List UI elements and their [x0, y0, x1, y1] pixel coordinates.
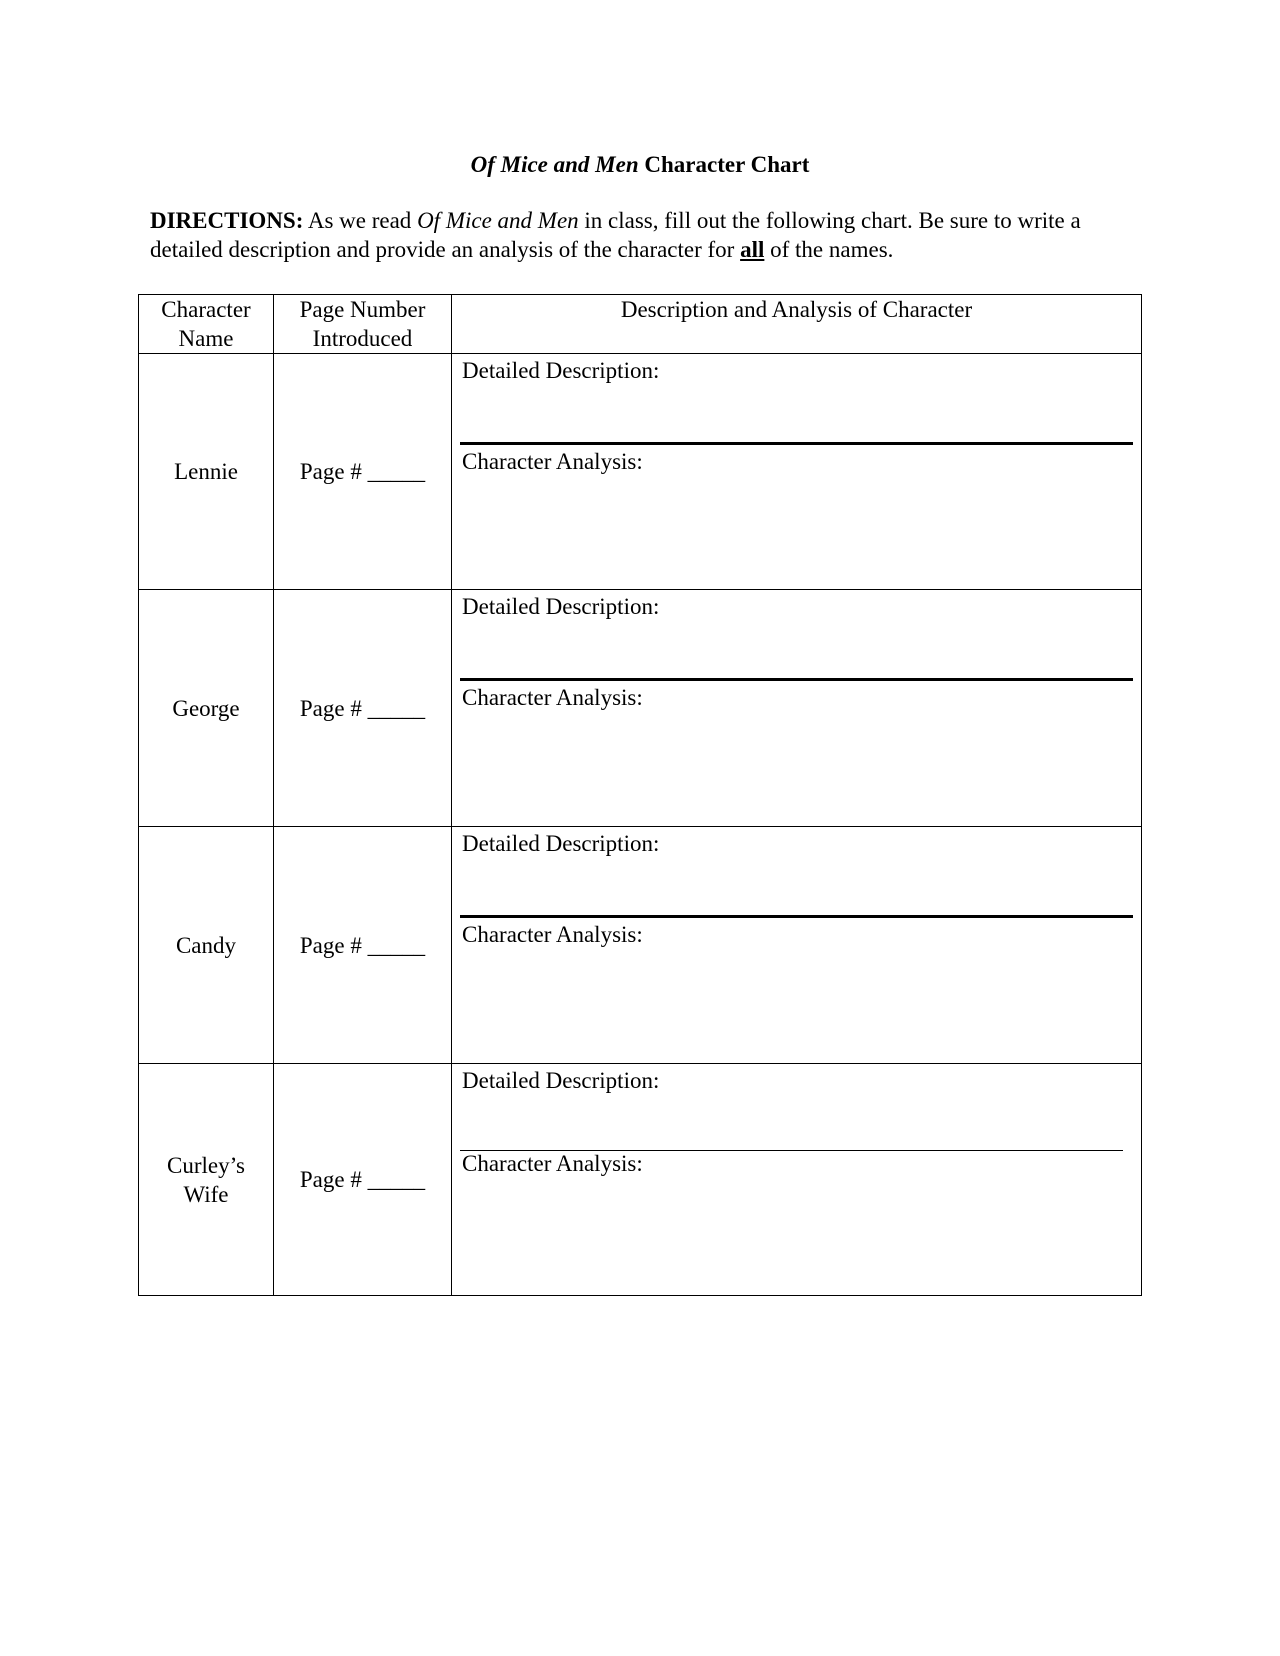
header-page-number: Page Number Introduced: [274, 295, 452, 354]
detailed-description-label: Detailed Description:: [462, 358, 660, 383]
header-description-analysis: Description and Analysis of Character: [452, 295, 1142, 354]
page-number-blank: Page # _____: [299, 1167, 426, 1192]
page-number-cell[interactable]: [274, 590, 452, 827]
page-number-blank: Page # _____: [299, 695, 426, 721]
header-row: [139, 295, 1142, 354]
character-name-cell: [139, 590, 274, 827]
page-number-cell[interactable]: [274, 827, 452, 1064]
detailed-description-label: Detailed Description:: [462, 1068, 660, 1093]
table-row: [139, 1064, 1142, 1296]
header-character-name: Character Name: [139, 295, 274, 354]
character-name-cell: [139, 827, 274, 1064]
description-analysis-cell[interactable]: [452, 1064, 1142, 1296]
character-name: Candy: [175, 932, 237, 958]
page-number-cell[interactable]: [274, 1064, 452, 1296]
character-name: George: [172, 695, 240, 721]
section-divider: [460, 915, 1133, 918]
directions-text-1: As we read: [303, 208, 418, 233]
section-divider: [460, 442, 1133, 445]
character-name-cell: [139, 1064, 274, 1296]
character-chart-table: [138, 294, 1142, 1296]
table-row: [139, 590, 1142, 827]
character-analysis-label: Character Analysis:: [462, 1151, 643, 1176]
character-name: Lennie: [174, 459, 238, 484]
directions-book-name: Of Mice and Men: [417, 208, 579, 233]
directions-emphasis: all: [740, 237, 765, 262]
page-number-blank: Page # _____: [299, 459, 426, 484]
character-name-cell: [139, 354, 274, 590]
description-analysis-cell[interactable]: [452, 590, 1142, 827]
directions-text-2: in class, fill out the following chart. Be sure to write a detailed description and provide an analysis of the character for: [150, 208, 1081, 262]
document-title: [0, 150, 1280, 180]
directions: [150, 206, 1150, 264]
character-analysis-label: Character Analysis:: [462, 685, 643, 710]
title-suffix: Character Chart: [638, 152, 810, 177]
section-divider: [460, 678, 1133, 681]
description-analysis-cell[interactable]: [452, 827, 1142, 1064]
detailed-description-label: Detailed Description:: [462, 831, 660, 856]
page-number-cell[interactable]: [274, 354, 452, 590]
character-analysis-label: Character Analysis:: [462, 922, 643, 947]
table-row: [139, 354, 1142, 590]
directions-label: DIRECTIONS:: [150, 208, 304, 233]
directions-text-3: of the names.: [764, 237, 894, 262]
character-analysis-label: Character Analysis:: [462, 449, 643, 474]
table-row: [139, 827, 1142, 1064]
character-name: Curley’s Wife: [167, 1152, 245, 1207]
title-book-name: Of Mice and Men: [470, 152, 639, 177]
description-analysis-cell[interactable]: [452, 354, 1142, 590]
page-number-blank: Page # _____: [299, 932, 426, 958]
detailed-description-label: Detailed Description:: [462, 594, 660, 619]
